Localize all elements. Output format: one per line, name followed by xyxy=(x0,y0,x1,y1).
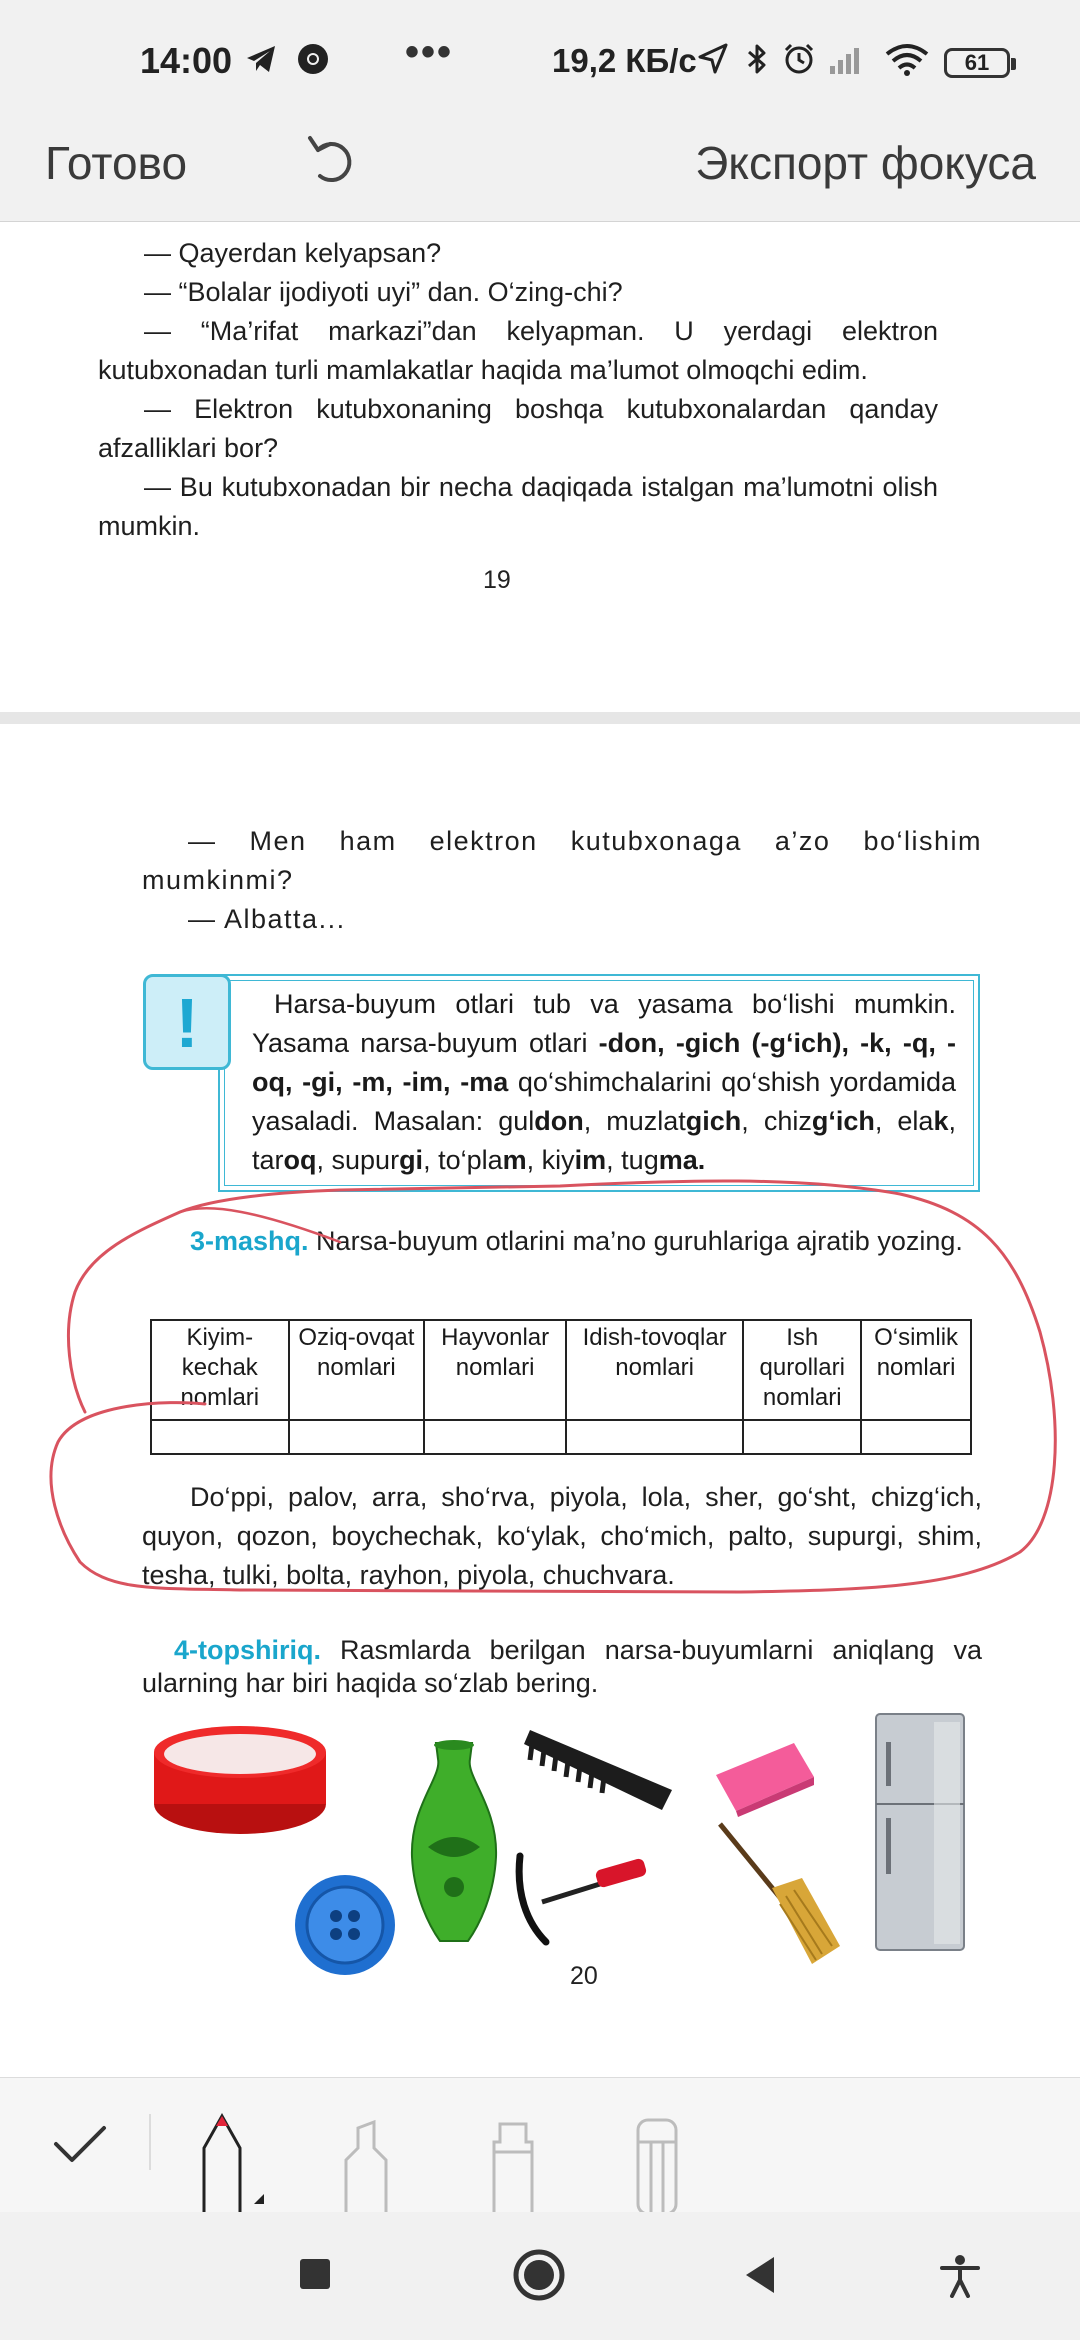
scraper-image xyxy=(512,1842,652,1952)
pen-tool-icon[interactable] xyxy=(194,2112,270,2212)
accessibility-button[interactable] xyxy=(940,2254,980,2298)
home-button[interactable] xyxy=(512,2248,566,2302)
text-line: — Qayerdan kelyapsan? xyxy=(144,238,442,268)
comb-image xyxy=(522,1720,682,1820)
confirm-check-icon[interactable] xyxy=(52,2122,108,2166)
page-number: 20 xyxy=(570,1962,598,1990)
drawing-toolbar xyxy=(0,2077,1080,2212)
marker-tool-icon[interactable] xyxy=(338,2118,398,2213)
text-line: — Elektron kutubxonaning boshqa kutubxonalardan qanday afzalliklari bor? xyxy=(98,394,938,463)
task4-label: 4-topshiriq. xyxy=(174,1635,321,1665)
document-view[interactable] xyxy=(0,222,1080,2077)
text-line: — Albatta... xyxy=(188,904,346,934)
table-header: O‘simlik nomlari xyxy=(861,1320,971,1420)
alarm-icon xyxy=(782,42,816,76)
rule-text: Harsa-buyum otlari tub va yasama bo‘lishi mumkin. Yasama narsa-buyum otlari -don, -gich (-g‘ich), -k, -q, -oq, -gi, -m, -im, -ma qo‘shimchalarini qo‘shish yordamida yasaladi. Masalan: guldon, muzlatgich, chizg‘ich, elak, taroq, supurgi, to‘plam, kiyim, tugma. xyxy=(252,989,956,1175)
highlighter-tool-icon[interactable] xyxy=(488,2118,538,2213)
bluetooth-icon xyxy=(740,42,774,76)
toolbar-divider xyxy=(149,2114,151,2170)
text-line: — “Ma’rifat markazi”dan kelyapman. U yerdagi elektron kutubxonadan turli mamlakatlar haqida ma’lumot olmoqchi edim. xyxy=(98,316,938,385)
navigation-bar xyxy=(0,2212,1080,2340)
exclamation-icon: ! xyxy=(143,974,231,1070)
exercise3-text: Narsa-buyum otlarini ma’no guruhlariga ajratib yozing. xyxy=(308,1226,963,1256)
wifi-icon xyxy=(884,42,930,76)
location-icon xyxy=(696,42,730,76)
recents-button[interactable] xyxy=(298,2257,332,2291)
undo-icon[interactable] xyxy=(300,130,360,190)
text-line: — Bu kutubxonadan bir necha daqiqada istalgan ma’lumotni olish mumkin. xyxy=(98,472,938,541)
table-header: Idish-tovoqlar nomlari xyxy=(566,1320,743,1420)
table-header: Hayvonlar nomlari xyxy=(424,1320,566,1420)
page19-text xyxy=(98,234,938,546)
text-line: — “Bolalar ijodiyoti uyi” dan. O‘zing-chi? xyxy=(144,277,623,307)
button-image xyxy=(292,1872,398,1978)
app-bar xyxy=(0,118,1080,222)
task4-heading xyxy=(142,1634,982,1700)
back-button[interactable] xyxy=(742,2255,778,2295)
status-bar xyxy=(0,0,1080,118)
table-header: Ish qurollari nomlari xyxy=(743,1320,861,1420)
sieve-image xyxy=(150,1722,330,1842)
exercise3-words: Do‘ppi, palov, arra, sho‘rva, piyola, lola, sher, go‘sht, chizg‘ich, quyon, qozon, boychechak, ko‘ylak, cho‘mich, palto, supurgi, shim, tesha, tulki, bolta, rayhon, piyola, chuchvara. xyxy=(142,1482,982,1590)
table-header: Oziq-ovqat nomlari xyxy=(289,1320,425,1420)
network-speed: 19,2 КБ/с xyxy=(552,42,697,79)
export-focus-button[interactable]: Экспорт фокуса xyxy=(695,137,1036,189)
telegram-icon xyxy=(244,42,278,76)
page-number: 19 xyxy=(483,566,511,594)
refrigerator-image xyxy=(872,1712,968,1956)
broom-image xyxy=(712,1818,842,1968)
done-button[interactable]: Готово xyxy=(45,137,188,189)
signal-icon xyxy=(828,42,868,76)
eraser-image xyxy=(710,1737,820,1817)
chrome-icon xyxy=(296,42,330,76)
text-line: — Men ham elektron kutubxonaga a’zo bo‘lishim mumkinmi? xyxy=(142,826,982,895)
exercise3-label: 3-mashq. xyxy=(190,1226,309,1256)
page-separator xyxy=(0,712,1080,724)
table-header: Kiyim-kechak nomlari xyxy=(151,1320,289,1420)
dialog-text xyxy=(142,822,982,939)
eraser-tool-icon[interactable] xyxy=(632,2114,682,2214)
battery-icon: 61 xyxy=(944,48,1010,78)
more-notifications: ••• xyxy=(405,30,454,74)
red-annotation-circle xyxy=(40,1172,1070,1642)
status-time: 14:00 xyxy=(140,40,233,81)
vase-image xyxy=(408,1737,500,1947)
task4-text: Rasmlarda berilgan narsa-buyumlarni aniqlang va ularning har biri haqida so‘zlab bering. xyxy=(142,1635,982,1698)
